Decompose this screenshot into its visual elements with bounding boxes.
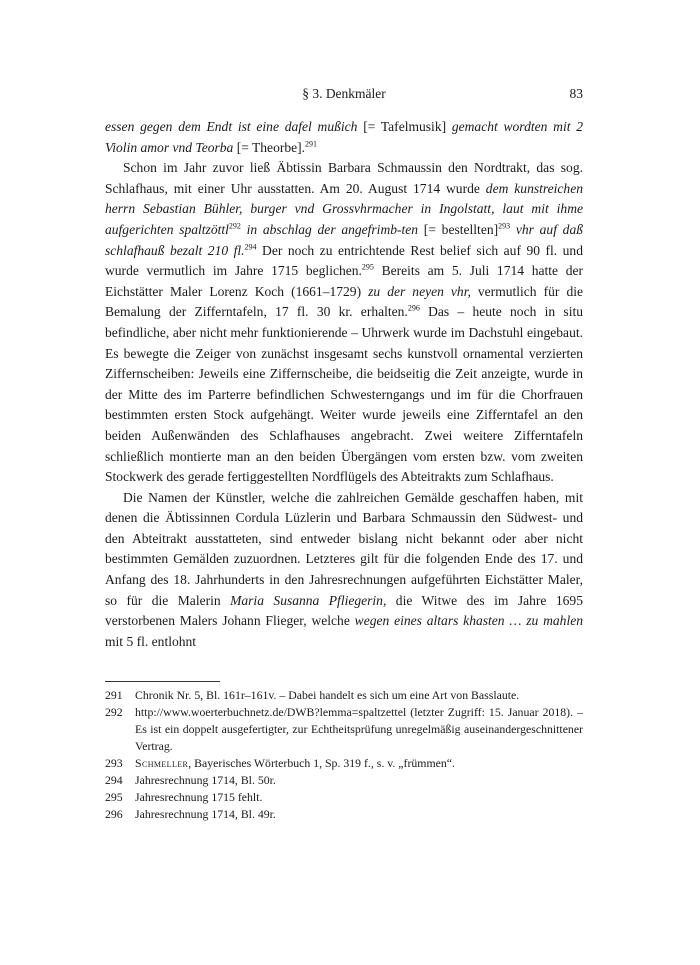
footnote-ref-293[interactable]: 293 bbox=[498, 221, 511, 231]
footnote-text: Jahresrechnung 1714, Bl. 49r. bbox=[135, 807, 276, 821]
footnote-ref-295[interactable]: 295 bbox=[361, 262, 374, 272]
text-entlohnt: mit 5 fl. entlohnt bbox=[105, 633, 197, 649]
running-title: § 3. Denkmäler bbox=[302, 86, 386, 101]
footnote-293 bbox=[105, 755, 583, 772]
gloss-tafelmusik: [= Tafelmusik] bbox=[357, 119, 452, 134]
book-page bbox=[105, 0, 583, 965]
footnote-292 bbox=[105, 704, 583, 755]
paragraph-1 bbox=[105, 117, 583, 158]
footnote-number: 293 bbox=[105, 756, 123, 770]
page-number: 83 bbox=[569, 86, 583, 101]
footnote-text: Chronik Nr. 5, Bl. 161r–161v. – Dabei handelt es sich um eine Art von Basslaute. bbox=[135, 688, 520, 702]
footnote-number: 295 bbox=[105, 790, 123, 804]
footnote-number: 294 bbox=[105, 773, 123, 787]
paragraph-3 bbox=[105, 488, 583, 653]
quote-buehler: dem kunstreichen herrn Sebastian Bühler, burger vnd Grossvhrmacher in Ingolstatt, laut mit ihme aufgerichten spaltzöttl bbox=[105, 180, 583, 237]
running-head bbox=[105, 86, 583, 106]
footnote-text: , Bayerisches Wörterbuch 1, Sp. 319 f., s. v. „frümmen“. bbox=[188, 756, 455, 770]
text-uhr-intro: Schon im Jahr zuvor ließ Äbtissin Barbara Schmaussin den Nordtrakt, das sog. Schlafhaus, mit einer Uhr ausstatten. Am 20. August 1714 wurde bbox=[105, 160, 583, 196]
quote-violin: gemacht wordten mit 2 Violin amor vnd Teorba bbox=[105, 119, 583, 155]
body-text bbox=[105, 117, 583, 652]
footnote-text: Jahresrechnung 1715 fehlt. bbox=[135, 790, 263, 804]
footnote-divider bbox=[105, 681, 220, 682]
text-rest: Der noch zu entrichtende Rest belief sich auf 90 fl. und wurde vermutlich im Jahre 1715 beglichen. bbox=[105, 242, 583, 279]
footnote-text: http://www.woerterbuchnetz.de/DWB?lemma=spaltzettel (letzter Zugriff: 15. Januar 2018). – Es ist ein doppelt ausgefertigter, zur Echtheitsprüfung unregelmäßig auseinandergeschnittener Vertrag. bbox=[135, 705, 583, 753]
footnote-294 bbox=[105, 772, 583, 789]
footnote-291 bbox=[105, 687, 583, 704]
quote-schlafhaus: vhr auf daß schlafhauß bezalt 210 fl. bbox=[105, 221, 584, 258]
footnote-ref-291[interactable]: 291 bbox=[305, 139, 318, 149]
text-kuenstler: Die Namen der Künstler, welche die zahlreichen Gemälde geschaffen haben, mit denen die Äbtissinnen Cordula Lüzlerin und Barbara Schmaussin den Südwest- und den Abteitrakt ausstatteten, sind entweder bislang nicht bekannt oder aber nicht bestimmten Gemälden zuzuordnen. Letzteres gilt für die folgenden Ende des 17. und Anfang des 18. Jahrhunderts in den Jahresrechnungen aufgeführten Eichstätter Maler, so für die Malerin bbox=[105, 489, 583, 608]
gloss-bestellten: [= bestellten] bbox=[418, 221, 499, 237]
text-witwe: die Witwe des im Jahre 1695 verstorbenen Malers Johann Flieger, welche bbox=[105, 592, 583, 629]
text-bemalung: vermutlich für die Bemalung der Zifferntafeln, 17 fl. 30 kr. erhalten. bbox=[105, 283, 583, 320]
footnote-296 bbox=[105, 806, 583, 823]
quote-neyen-vhr: zu der neyen vhr, bbox=[368, 283, 471, 299]
quote-tafelmusik: essen gegen dem Endt ist eine dafel mußich bbox=[105, 119, 358, 134]
footnote-number: 291 bbox=[105, 688, 123, 702]
text-uhrwerk: Das – heute noch in situ befindliche, aber nicht mehr funktionierende – Uhrwerk wurde im Dachstuhl eingebaut. Es bewegte die Zeiger von zunächst insgesamt sechs kunstvoll ornamental verzierten Ziffernscheiben: Jeweils eine Ziffernscheibe, die beidseitig die Zeit anzeigte, wurde in der Mitte des im Parterre befindlichen Schwesterngangs und im für die Chorfrauen bestimmten ersten Stock aufgehängt. Weiter wurde jeweils eine Zifferntafel an den beiden Außenwänden des Schlafhauses angebracht. Zwei weitere Zifferntafeln schließlich montierte man an den beiden Übergängen vom ersten bzw. vom zweiten Stockwerk des gerade fertiggestellten Nordflügels des Abteitrakts zum Schlafhaus. bbox=[105, 304, 583, 485]
footnote-ref-296[interactable]: 296 bbox=[407, 303, 420, 313]
footnote-295 bbox=[105, 789, 583, 806]
footnote-text: Jahresrechnung 1714, Bl. 50r. bbox=[135, 773, 276, 787]
name-pfliegerin: Maria Susanna Pfliegerin, bbox=[230, 592, 387, 608]
footnote-ref-294[interactable]: 294 bbox=[244, 242, 257, 252]
footnotes bbox=[105, 687, 583, 823]
footnote-number: 292 bbox=[105, 705, 123, 719]
footnote-number: 296 bbox=[105, 807, 123, 821]
quote-altar: wegen eines altars khasten … zu mahlen bbox=[354, 613, 584, 629]
gloss-theorbe: [= Theorbe]. bbox=[233, 139, 306, 155]
footnote-author: Schmeller bbox=[135, 756, 189, 770]
text-koch: Bereits am 5. Juli 1714 hatte der Eichstätter Maler Lorenz Koch (1661–1729) bbox=[105, 263, 583, 299]
paragraph-2 bbox=[105, 158, 583, 488]
footnote-ref-292[interactable]: 292 bbox=[228, 221, 241, 231]
quote-abschlag: in abschlag der angefrimb-ten bbox=[240, 221, 419, 237]
